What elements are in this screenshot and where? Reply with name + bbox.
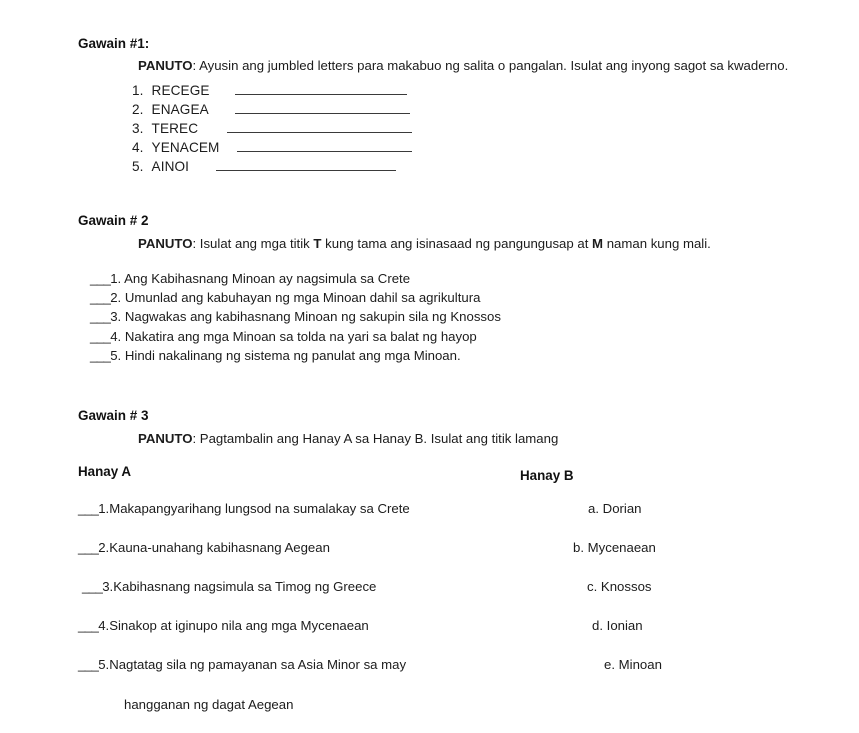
true-false-item-1-text: Ang Kabihasnang Minoan ay nagsimula sa Crete bbox=[121, 271, 411, 286]
jumbled-item-4-number: 4. bbox=[132, 140, 144, 155]
jumbled-item-4-word: YENACEM bbox=[151, 140, 220, 155]
hanay-a-item-3-number: 3. bbox=[102, 579, 114, 594]
gawain-2-letter-false: M bbox=[592, 236, 604, 252]
hanay-a-item-5-text: Nagtatag sila ng pamayanan sa Asia Minor sa may bbox=[109, 657, 407, 672]
hanay-b-option-a-text: Dorian bbox=[599, 501, 642, 516]
gawain-2-instruction bbox=[134, 235, 840, 253]
jumbled-item-1-answer-line[interactable] bbox=[235, 94, 407, 95]
true-false-item-4-number: 4. bbox=[110, 328, 122, 344]
hanay-a-item-1 bbox=[78, 500, 410, 518]
matching-type-area bbox=[78, 500, 848, 712]
matching-row-1 bbox=[78, 500, 848, 539]
true-false-item-1-blank[interactable]: ___ bbox=[90, 271, 111, 286]
jumbled-letters-list bbox=[132, 79, 838, 174]
hanay-b-option-b-letter: b. bbox=[573, 540, 584, 555]
jumbled-item-2-answer-line[interactable] bbox=[235, 113, 410, 114]
true-false-item-2-text: Umunlad ang kabuhayan ng mga Minoan dahil sa agrikultura bbox=[121, 290, 481, 306]
matching-row-5 bbox=[78, 656, 848, 695]
matching-row-3 bbox=[78, 578, 848, 617]
hanay-a-item-3-text: Kabihasnang nagsimula sa Timog ng Greece bbox=[113, 579, 377, 594]
hanay-b-option-c-text: Knossos bbox=[597, 579, 652, 594]
hanay-a-item-4-number: 4. bbox=[98, 618, 110, 633]
hanay-b-option-d bbox=[592, 617, 643, 635]
jumbled-item-2-number: 2. bbox=[132, 102, 144, 117]
true-false-item-1 bbox=[90, 269, 848, 288]
hanay-a-header: Hanay A bbox=[78, 464, 132, 479]
true-false-item-1-number: 1. bbox=[110, 271, 122, 286]
true-false-item-2-number: 2. bbox=[110, 290, 122, 306]
true-false-item-3-text: Nagwakas ang kabihasnang Minoan ng sakupin sila ng Knossos bbox=[121, 309, 501, 325]
jumbled-item-5 bbox=[132, 155, 838, 174]
hanay-a-item-4 bbox=[78, 617, 369, 635]
hanay-b-option-a bbox=[588, 500, 642, 518]
hanay-a-item-2-number: 2. bbox=[98, 540, 110, 555]
true-false-item-3-blank[interactable]: ___ bbox=[90, 309, 111, 325]
hanay-b-option-b bbox=[573, 539, 656, 557]
true-false-item-5-number: 5. bbox=[110, 347, 122, 363]
hanay-a-item-1-blank[interactable]: ___ bbox=[78, 501, 99, 516]
hanay-a-item-5-blank[interactable]: ___ bbox=[78, 657, 99, 672]
gawain-3-instruction bbox=[134, 430, 840, 448]
gawain-3-section bbox=[78, 408, 848, 448]
hanay-a-item-2-text: Kauna-unahang kabihasnang Aegean bbox=[109, 540, 330, 555]
jumbled-item-1-word: RECEGE bbox=[151, 83, 210, 98]
jumbled-item-5-answer-line[interactable] bbox=[216, 170, 396, 171]
true-false-item-5 bbox=[90, 346, 848, 365]
hanay-a-item-4-text: Sinakop at iginupo nila ang mga Mycenaean bbox=[109, 618, 369, 633]
true-false-item-3 bbox=[90, 307, 848, 326]
gawain-1-panuto-label: PANUTO bbox=[138, 58, 193, 74]
jumbled-item-5-number: 5. bbox=[132, 159, 144, 174]
gawain-1-section bbox=[78, 36, 838, 174]
hanay-b-option-d-letter: d. bbox=[592, 618, 603, 633]
true-false-item-4-text: Nakatira ang mga Minoan sa tolda na yari sa balat ng hayop bbox=[121, 328, 477, 344]
gawain-3-title: Gawain # 3 bbox=[78, 408, 149, 423]
true-false-item-5-text: Hindi nakalinang ng sistema ng panulat ang mga Minoan. bbox=[121, 347, 461, 363]
gawain-1-title: Gawain #1: bbox=[78, 36, 150, 51]
hanay-b-option-c-letter: c. bbox=[587, 579, 598, 594]
jumbled-item-2 bbox=[132, 98, 838, 117]
gawain-2-panuto-label: PANUTO bbox=[138, 236, 193, 252]
hanay-b-header: Hanay B bbox=[520, 468, 574, 483]
hanay-a-item-1-number: 1. bbox=[98, 501, 110, 516]
hanay-a-item-4-blank[interactable]: ___ bbox=[78, 618, 99, 633]
jumbled-item-4-answer-line[interactable] bbox=[237, 151, 412, 152]
jumbled-item-3-answer-line[interactable] bbox=[227, 132, 412, 133]
gawain-2-instruction-part1: : Isulat ang mga titik bbox=[192, 236, 314, 252]
true-false-item-4-blank[interactable]: ___ bbox=[90, 328, 111, 344]
true-false-item-3-number: 3. bbox=[110, 309, 122, 325]
gawain-1-instruction-text: : Ayusin ang jumbled letters para makabuo ng salita o pangalan. Isulat ang inyong sagot sa kwaderno. bbox=[192, 58, 789, 74]
hanay-b-option-e-text: Minoan bbox=[615, 657, 662, 672]
hanay-a-item-5 bbox=[78, 656, 406, 674]
true-false-list bbox=[90, 269, 848, 365]
gawain-2-instruction-part2: kung tama ang isinasaad ng pangungusap at bbox=[321, 236, 593, 252]
gawain-2-letter-true: T bbox=[313, 236, 322, 252]
jumbled-item-1 bbox=[132, 79, 838, 98]
jumbled-item-3 bbox=[132, 117, 838, 136]
hanay-b-option-d-text: Ionian bbox=[603, 618, 643, 633]
matching-row-4 bbox=[78, 617, 848, 656]
jumbled-item-4 bbox=[132, 136, 838, 155]
hanay-a-item-2-blank[interactable]: ___ bbox=[78, 540, 99, 555]
jumbled-item-3-number: 3. bbox=[132, 121, 144, 136]
hanay-a-item-5-number: 5. bbox=[98, 657, 110, 672]
jumbled-item-3-word: TEREC bbox=[151, 121, 199, 136]
hanay-b-option-b-text: Mycenaean bbox=[584, 540, 656, 555]
true-false-item-4 bbox=[90, 327, 848, 346]
matching-row-2 bbox=[78, 539, 848, 578]
hanay-a-item-3-blank[interactable]: ___ bbox=[82, 579, 103, 594]
jumbled-item-1-number: 1. bbox=[132, 83, 144, 98]
jumbled-item-5-word: AINOI bbox=[151, 159, 190, 174]
gawain-2-section bbox=[78, 213, 848, 365]
gawain-3-instruction-text: : Pagtambalin ang Hanay A sa Hanay B. Isulat ang titik lamang bbox=[192, 431, 559, 447]
hanay-a-item-3 bbox=[82, 578, 376, 596]
gawain-2-instruction-part3: naman kung mali. bbox=[603, 236, 711, 252]
true-false-item-5-blank[interactable]: ___ bbox=[90, 347, 111, 363]
hanay-b-option-c bbox=[587, 578, 652, 596]
true-false-item-2 bbox=[90, 288, 848, 307]
true-false-item-2-blank[interactable]: ___ bbox=[90, 290, 111, 306]
hanay-a-item-5-continuation: hangganan ng dagat Aegean bbox=[124, 697, 294, 712]
gawain-3-panuto-label: PANUTO bbox=[138, 431, 193, 447]
hanay-b-option-e-letter: e. bbox=[604, 657, 615, 672]
hanay-b-option-e bbox=[604, 656, 662, 674]
hanay-a-item-2 bbox=[78, 539, 330, 557]
hanay-b-option-a-letter: a. bbox=[588, 501, 599, 516]
jumbled-item-2-word: ENAGEA bbox=[151, 102, 209, 117]
gawain-1-instruction bbox=[134, 57, 834, 75]
gawain-2-title: Gawain # 2 bbox=[78, 213, 149, 228]
hanay-a-item-1-text: Makapangyarihang lungsod na sumalakay sa Crete bbox=[109, 501, 410, 516]
